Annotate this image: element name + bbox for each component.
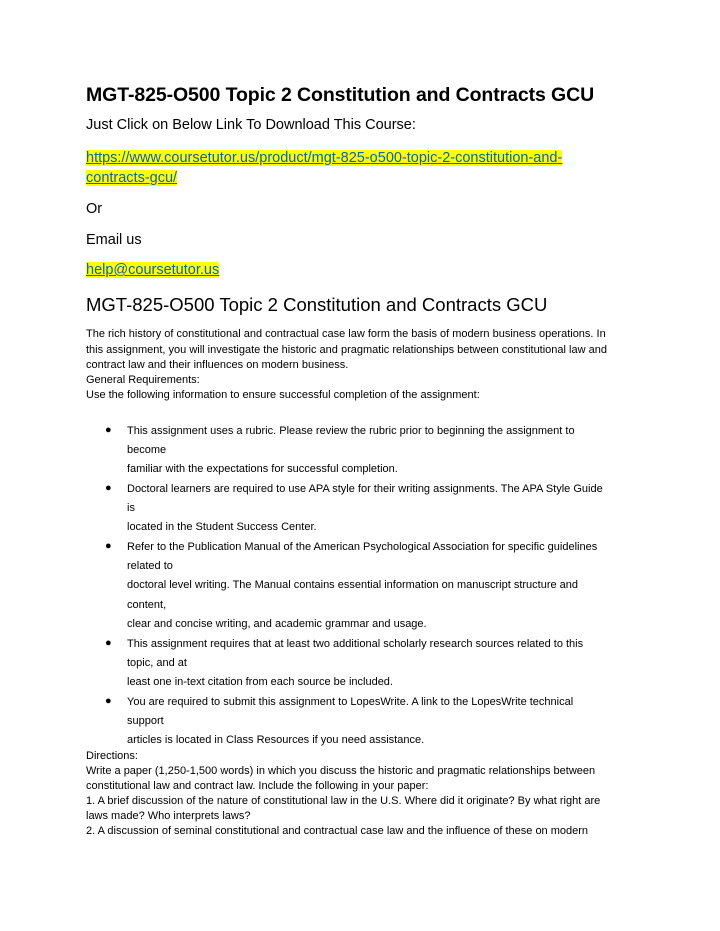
bullet-icon: ● — [105, 695, 112, 707]
bullet-line: become — [127, 444, 167, 456]
intro-line: contract law and their influences on modern business. — [86, 359, 349, 371]
bullet-line: related to — [127, 560, 173, 572]
bullet-line: You are required to submit this assignment to LopesWrite. A link to the LopesWrite technical — [127, 696, 574, 708]
intro-line: this assignment, you will investigate the historic and pragmatic relationships between constitutional law and — [86, 344, 607, 356]
course-link-text-1[interactable]: https://www.coursetutor.us/product/mgt-825-o500-topic-2-constitution-and- — [86, 150, 563, 166]
bullet-line: familiar with the expectations for successful completion. — [127, 463, 398, 475]
bullet-line: Refer to the Publication Manual of the American Psychological Association for specific guidelines — [127, 541, 598, 553]
bullet-line: support — [127, 715, 164, 727]
section-heading: MGT-825-O500 Topic 2 Constitution and Contracts GCU — [86, 294, 548, 315]
bullet-line: articles is located in Class Resources if you need assistance. — [127, 734, 425, 746]
bullet-icon: ● — [105, 637, 112, 649]
or-text: Or — [86, 201, 103, 217]
directions-line: laws made? Who interprets laws? — [86, 810, 251, 822]
directions-line: 2. A discussion of seminal constitutional and contractual case law and the influence of these on modern — [86, 825, 589, 837]
directions-line: 1. A brief discussion of the nature of constitutional law in the U.S. Where did it originate? By what right are — [86, 795, 601, 807]
intro-line: The rich history of constitutional and contractual case law form the basis of modern business operations. In — [86, 328, 606, 340]
directions-line: Write a paper (1,250-1,500 words) in which you discuss the historic and pragmatic relationships between — [86, 765, 596, 777]
intro-line: Use the following information to ensure successful completion of the assignment: — [86, 389, 480, 401]
bullet-line: content, — [127, 599, 167, 611]
directions-label: Directions: — [86, 750, 138, 762]
bullet-line: clear and concise writing, and academic grammar and usage. — [127, 618, 427, 630]
document-title: MGT-825-O500 Topic 2 Constitution and Contracts GCU — [86, 84, 595, 106]
bullet-icon: ● — [105, 540, 112, 552]
bullet-icon: ● — [105, 482, 112, 494]
course-link-line-1[interactable] — [86, 150, 562, 166]
email-link-text[interactable]: help@coursetutor.us — [86, 262, 220, 278]
bullet-line: least one in-text citation from each source be included. — [127, 676, 393, 688]
course-link-text-2[interactable]: contracts-gcu/ — [86, 170, 178, 186]
bullet-line: located in the Student Success Center. — [127, 521, 317, 533]
bullet-line: This assignment uses a rubric. Please review the rubric prior to beginning the assignment to — [127, 425, 575, 437]
email-label: Email us — [86, 232, 142, 248]
bullet-line: is — [127, 502, 135, 514]
bullet-line: doctoral level writing. The Manual contains essential information on manuscript structure and — [127, 579, 579, 591]
bullet-line: Doctoral learners are required to use APA style for their writing assignments. The APA Style Guide — [127, 483, 603, 495]
bullet-icon: ● — [105, 424, 112, 436]
bullet-line: This assignment requires that at least two additional scholarly research sources related to this — [127, 638, 584, 650]
email-link[interactable] — [86, 262, 219, 278]
directions-line: constitutional law and contract law. Include the following in your paper: — [86, 780, 429, 792]
general-requirements-label: General Requirements: — [86, 374, 200, 386]
course-link-line-2[interactable] — [86, 170, 177, 186]
bullet-line: topic, and at — [127, 657, 187, 669]
download-instruction: Just Click on Below Link To Download This Course: — [86, 117, 416, 133]
